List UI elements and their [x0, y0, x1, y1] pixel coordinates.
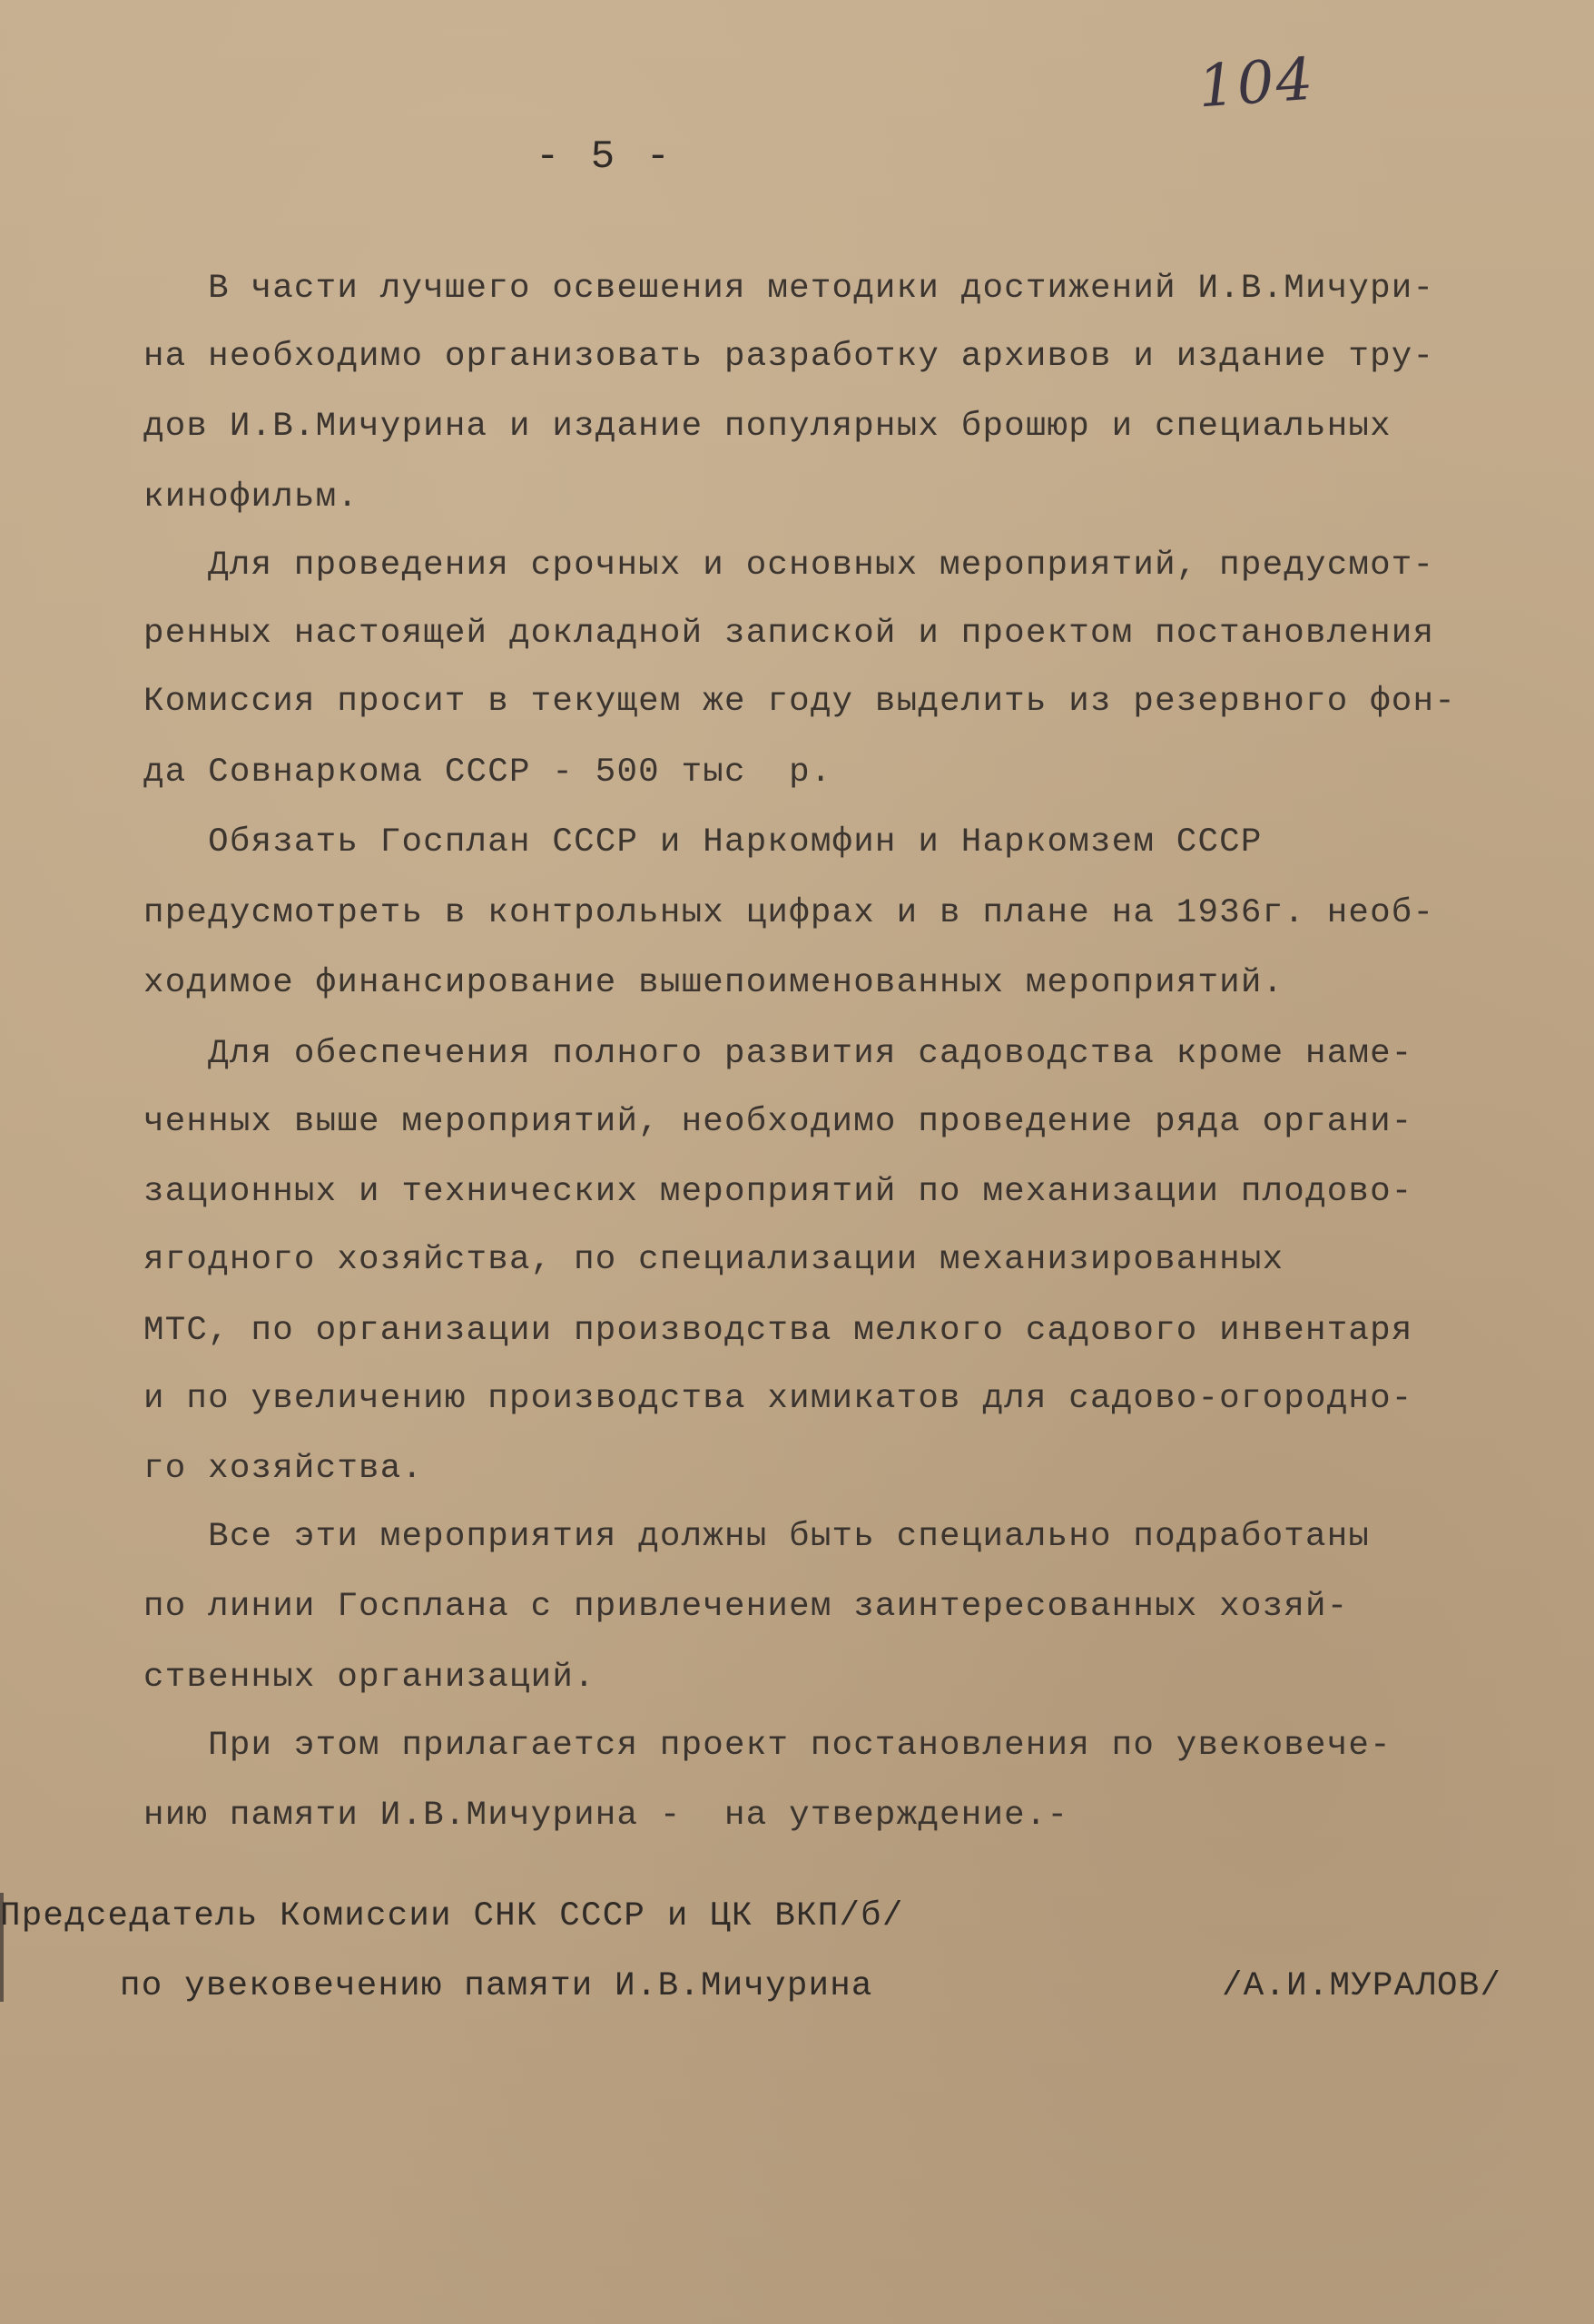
body-line: Комиссия просит в текущем же году выделить из резервного фон- — [143, 683, 1456, 721]
body-line: предусмотреть в контрольных цифрах и в плане на 1936г. необ- — [143, 894, 1435, 932]
body-line: дов И.В.Мичурина и издание популярных брошюр и специальных — [143, 408, 1392, 446]
body-line: ственных организаций. — [143, 1659, 595, 1697]
body-line: на необходимо организовать разработку архивов и издание тру- — [143, 338, 1435, 376]
body-line: При этом прилагается проект постановления по увековече- — [143, 1727, 1392, 1765]
signatory-name: /А.И.МУРАЛОВ/ — [1222, 1967, 1502, 2005]
body-line: ходимое финансирование вышепоименованных мероприятий. — [143, 964, 1284, 1002]
signature-title-line-2: по увековечению памяти И.В.Мичурина — [120, 1967, 873, 2005]
body-line: Все эти мероприятия должны быть специально подработаны — [143, 1518, 1371, 1556]
body-line: по линии Госплана с привлечением заинтересованных хозяй- — [143, 1588, 1349, 1626]
body-line: да Совнаркома СССР - 500 тыс р. — [143, 753, 832, 792]
body-line: Для обеспечения полного развития садоводства кроме наме- — [143, 1035, 1413, 1073]
body-line: Для проведения срочных и основных мероприятий, предусмот- — [143, 547, 1435, 585]
body-line: ченных выше мероприятий, необходимо проведение ряда органи- — [143, 1103, 1413, 1141]
body-line: ягодного хозяйства, по специализации механизированных — [143, 1241, 1284, 1279]
signature-title-line-1: Председатель Комиссии СНК СССР и ЦК ВКП/б/ — [0, 1897, 904, 1935]
body-line: МТС, по организации производства мелкого садового инвентаря — [143, 1312, 1413, 1350]
body-line: Обязать Госплан СССР и Наркомфин и Наркомзем СССР — [143, 823, 1263, 862]
body-line: В части лучшего освешения методики достижений И.В.Мичури- — [143, 270, 1435, 308]
handwritten-folio-number: 104 — [1196, 45, 1317, 122]
page-number: - 5 - — [536, 134, 674, 180]
body-line: го хозяйства. — [143, 1450, 424, 1488]
body-line: ренных настоящей докладной запиской и проектом постановления — [143, 615, 1435, 653]
body-line: зационных и технических мероприятий по механизации плодово- — [143, 1173, 1413, 1211]
body-line: и по увеличению производства химикатов для садово-огородно- — [143, 1380, 1413, 1418]
body-line: нию памяти И.В.Мичурина - на утверждение.- — [143, 1797, 1069, 1835]
body-line: кинофильм. — [143, 478, 359, 517]
